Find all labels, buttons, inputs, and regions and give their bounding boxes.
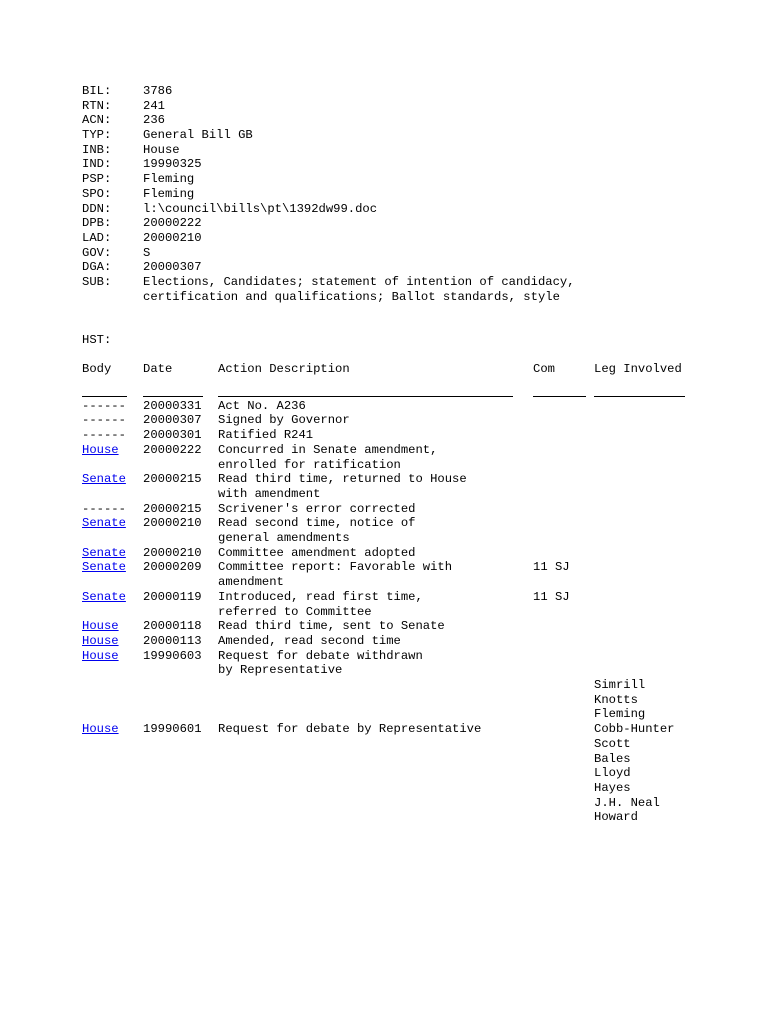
- history-leg: Lloyd: [594, 766, 631, 781]
- history-date: [143, 487, 218, 502]
- field-key: IND:: [82, 157, 112, 172]
- history-body: [82, 693, 143, 708]
- history-body: [82, 443, 143, 458]
- history-row: [82, 546, 689, 561]
- history-com: [533, 605, 594, 620]
- history-action: amendment: [218, 575, 284, 590]
- history-com: [533, 472, 594, 487]
- field-row: [82, 231, 575, 246]
- field-row: [82, 172, 575, 187]
- history-leg: Knotts: [594, 692, 638, 707]
- history-com: [533, 458, 594, 473]
- field-row: [82, 128, 575, 143]
- history-leg: [594, 399, 689, 414]
- history-row: [82, 781, 689, 796]
- history-date: [143, 531, 218, 546]
- history-date: 20000215: [143, 501, 202, 516]
- field-value: Elections, Candidates; statement of intention of candidacy,: [143, 274, 575, 289]
- history-date: [143, 575, 218, 590]
- history-leg: [594, 516, 689, 531]
- history-leg: [594, 590, 689, 605]
- field-value: 20000222: [143, 216, 202, 231]
- history-leg: J.H. Neal: [594, 795, 660, 810]
- history-body: [82, 722, 143, 737]
- history-row: [82, 663, 689, 678]
- history-leg: [594, 413, 689, 428]
- history-date: [143, 707, 218, 722]
- history-leg: [594, 619, 689, 634]
- history-action: Read third time, sent to Senate: [218, 619, 445, 634]
- field-row: [82, 143, 575, 158]
- history-com: [533, 516, 594, 531]
- history-body: [82, 516, 143, 531]
- history-leg: Cobb-Hunter: [594, 722, 675, 737]
- field-row: [82, 157, 575, 172]
- history-body: [82, 472, 143, 487]
- history-date: 20000307: [143, 413, 202, 428]
- history-label: HST:: [82, 333, 112, 347]
- history-date: [143, 663, 218, 678]
- field-key: TYP:: [82, 128, 112, 143]
- history-row: [82, 752, 689, 767]
- history-leg: Fleming: [594, 707, 646, 722]
- history-leg: Bales: [594, 751, 631, 766]
- field-row: [82, 260, 575, 275]
- body-link-senate[interactable]: Senate: [82, 472, 126, 487]
- header-date: Date: [143, 362, 173, 376]
- history-date: 20000222: [143, 442, 202, 457]
- history-body: [82, 781, 143, 796]
- history-action: Signed by Governor: [218, 413, 350, 428]
- history-row: [82, 766, 689, 781]
- history-row: [82, 458, 689, 473]
- history-table: [82, 362, 689, 825]
- field-row: [82, 202, 575, 217]
- history-action: enrolled for ratification: [218, 457, 401, 472]
- body-link-senate[interactable]: Senate: [82, 589, 126, 604]
- history-date: [143, 810, 218, 825]
- history-row: [82, 796, 689, 811]
- history-action: Ratified R241: [218, 428, 314, 443]
- history-leg: [594, 634, 689, 649]
- history-action: Concurred in Senate amendment,: [218, 442, 438, 457]
- history-body: [82, 796, 143, 811]
- history-row: [82, 443, 689, 458]
- history-com: [533, 575, 594, 590]
- header-action: Action Description: [218, 362, 350, 376]
- field-key: RTN:: [82, 98, 112, 113]
- history-row: [82, 575, 689, 590]
- history-date: 20000209: [143, 560, 202, 575]
- history-body: ------: [82, 501, 126, 516]
- field-key: BIL:: [82, 84, 112, 98]
- history-com: [533, 766, 594, 781]
- field-row: [82, 246, 575, 261]
- history-date: [143, 752, 218, 767]
- history-row: [82, 502, 689, 517]
- history-action: Read second time, notice of: [218, 516, 416, 531]
- field-key: GOV:: [82, 245, 112, 260]
- header-com: Com: [533, 362, 555, 376]
- field-value: Fleming: [143, 172, 195, 187]
- body-link-house[interactable]: House: [82, 722, 119, 737]
- history-row: [82, 399, 689, 414]
- history-body: [82, 707, 143, 722]
- history-leg: [594, 458, 689, 473]
- history-body: ------: [82, 413, 126, 428]
- history-com: [533, 707, 594, 722]
- history-row: [82, 810, 689, 825]
- history-body: [82, 531, 143, 546]
- field-value: House: [143, 142, 180, 157]
- field-row: [82, 84, 575, 99]
- history-body: [82, 649, 143, 664]
- bill-fields: [82, 84, 575, 304]
- history-date: 20000118: [143, 619, 202, 634]
- history-action: Introduced, read first time,: [218, 589, 423, 604]
- history-com: [533, 678, 594, 693]
- history-body: [82, 619, 143, 634]
- field-key: DPB:: [82, 216, 112, 231]
- history-row: [82, 472, 689, 487]
- history-action: Committee report: Favorable with: [218, 560, 453, 575]
- history-com: [533, 693, 594, 708]
- history-body: ------: [82, 428, 126, 443]
- body-link-house[interactable]: House: [82, 648, 119, 663]
- history-action: [218, 693, 533, 708]
- history-action: Scrivener's error corrected: [218, 501, 416, 516]
- header-body: Body: [82, 362, 112, 376]
- history-date: 20000215: [143, 472, 202, 487]
- history-body: [82, 575, 143, 590]
- history-date: [143, 766, 218, 781]
- history-leg: [594, 575, 689, 590]
- field-value: certification and qualifications; Ballot standards, style: [143, 289, 560, 304]
- field-value: S: [143, 245, 151, 260]
- history-body: ------: [82, 398, 126, 413]
- history-action: [218, 707, 533, 722]
- history-leg: [594, 605, 689, 620]
- history-body: [82, 663, 143, 678]
- field-key: INB:: [82, 142, 112, 157]
- history-body: [82, 560, 143, 575]
- history-date: 20000113: [143, 633, 202, 648]
- history-date: 20000119: [143, 589, 202, 604]
- history-com: 11 SJ: [533, 589, 570, 604]
- history-row: [82, 619, 689, 634]
- history-leg: Howard: [594, 810, 638, 825]
- body-link-senate[interactable]: Senate: [82, 560, 126, 575]
- history-com: [533, 810, 594, 825]
- field-key: PSP:: [82, 172, 112, 187]
- history-action: [218, 752, 533, 767]
- field-value: 236: [143, 113, 165, 128]
- history-leg: Simrill: [594, 678, 646, 693]
- field-row: [82, 275, 575, 290]
- history-com: [533, 502, 594, 517]
- history-row: [82, 605, 689, 620]
- history-date: [143, 605, 218, 620]
- history-row: [82, 413, 689, 428]
- history-action: [218, 766, 533, 781]
- field-key: SUB:: [82, 274, 112, 289]
- history-date: 20000301: [143, 428, 202, 443]
- history-com: [533, 663, 594, 678]
- history-action: general amendments: [218, 531, 350, 546]
- body-link-senate[interactable]: Senate: [82, 545, 126, 560]
- field-value: 19990325: [143, 157, 202, 172]
- history-row: [82, 722, 689, 737]
- history-com: [533, 722, 594, 737]
- field-row: [82, 187, 575, 202]
- field-key: ACN:: [82, 113, 112, 128]
- history-leg: [594, 560, 689, 575]
- history-action: Request for debate withdrawn: [218, 648, 423, 663]
- field-value: General Bill GB: [143, 128, 253, 143]
- history-row: [82, 516, 689, 531]
- history-action: [218, 737, 533, 752]
- history-row: [82, 678, 689, 693]
- history-date: [143, 693, 218, 708]
- history-row: [82, 560, 689, 575]
- history-row: [82, 634, 689, 649]
- history-body: [82, 678, 143, 693]
- history-rows: [82, 399, 689, 825]
- body-link-house[interactable]: House: [82, 442, 119, 457]
- history-action: [218, 796, 533, 811]
- history-date: [143, 737, 218, 752]
- history-com: [533, 649, 594, 664]
- history-header-row: [82, 362, 689, 377]
- underline-leg: [594, 395, 685, 397]
- history-leg: [594, 487, 689, 502]
- field-value: 241: [143, 98, 165, 113]
- body-link-house[interactable]: House: [82, 619, 119, 634]
- history-body: [82, 458, 143, 473]
- history-com: [533, 546, 594, 561]
- history-action: with amendment: [218, 486, 321, 501]
- field-row: [82, 113, 575, 128]
- history-leg: [594, 472, 689, 487]
- history-action: Request for debate by Representative: [218, 722, 482, 737]
- history-body: [82, 766, 143, 781]
- field-value: 20000210: [143, 230, 202, 245]
- history-action: [218, 678, 533, 693]
- history-body: [82, 487, 143, 502]
- history-com: [533, 781, 594, 796]
- history-com: [533, 737, 594, 752]
- history-row: [82, 590, 689, 605]
- history-com: [533, 428, 594, 443]
- history-row: [82, 707, 689, 722]
- history-leg: [594, 531, 689, 546]
- history-body: [82, 810, 143, 825]
- header-leg: Leg Involved: [594, 362, 682, 376]
- history-body: [82, 590, 143, 605]
- history-row: [82, 737, 689, 752]
- history-action: by Representative: [218, 663, 343, 678]
- history-leg: [594, 502, 689, 517]
- field-row: [82, 216, 575, 231]
- field-key: SPO:: [82, 186, 112, 201]
- field-key: DGA:: [82, 260, 112, 275]
- field-value: Fleming: [143, 186, 195, 201]
- history-action: Read third time, returned to House: [218, 472, 467, 487]
- history-body: [82, 546, 143, 561]
- history-date: 20000210: [143, 545, 202, 560]
- history-action: [218, 781, 533, 796]
- history-com: 11 SJ: [533, 560, 570, 575]
- history-date: [143, 678, 218, 693]
- history-com: [533, 443, 594, 458]
- history-leg: Hayes: [594, 780, 631, 795]
- history-action: Committee amendment adopted: [218, 545, 416, 560]
- field-key: LAD:: [82, 230, 112, 245]
- field-value: 20000307: [143, 260, 202, 275]
- history-date: [143, 458, 218, 473]
- underline-body: [82, 395, 127, 397]
- history-date: 19990601: [143, 722, 202, 737]
- history-com: [533, 634, 594, 649]
- history-com: [533, 487, 594, 502]
- field-value: l:\council\bills\pt\1392dw99.doc: [143, 201, 378, 216]
- history-leg: [594, 443, 689, 458]
- history-com: [533, 752, 594, 767]
- history-leg: [594, 428, 689, 443]
- history-com: [533, 413, 594, 428]
- underline-com: [533, 395, 586, 397]
- history-row: [82, 531, 689, 546]
- field-row: [82, 99, 575, 114]
- history-com: [533, 399, 594, 414]
- history-date: 20000331: [143, 398, 202, 413]
- field-row: [82, 290, 575, 305]
- body-link-senate[interactable]: Senate: [82, 516, 126, 531]
- underline-date: [143, 395, 203, 397]
- history-row: [82, 693, 689, 708]
- history-com: [533, 619, 594, 634]
- history-date: 19990603: [143, 648, 202, 663]
- history-leg: [594, 663, 689, 678]
- history-body: [82, 737, 143, 752]
- history-date: [143, 781, 218, 796]
- history-leg: [594, 649, 689, 664]
- history-leg: [594, 546, 689, 561]
- history-row: [82, 428, 689, 443]
- underline-action: [218, 395, 513, 397]
- history-action: Act No. A236: [218, 398, 306, 413]
- history-action: referred to Committee: [218, 604, 372, 619]
- field-key: DDN:: [82, 201, 112, 216]
- history-row: [82, 649, 689, 664]
- field-value: 3786: [143, 84, 173, 98]
- history-action: Amended, read second time: [218, 633, 401, 648]
- history-row: [82, 487, 689, 502]
- header-underline: [82, 377, 689, 397]
- history-body: [82, 752, 143, 767]
- history-com: [533, 796, 594, 811]
- history-body: [82, 605, 143, 620]
- body-link-house[interactable]: House: [82, 633, 119, 648]
- history-date: 20000210: [143, 516, 202, 531]
- history-action: [218, 810, 533, 825]
- history-leg: Scott: [594, 736, 631, 751]
- history-date: [143, 796, 218, 811]
- field-key: [82, 290, 143, 305]
- history-com: [533, 531, 594, 546]
- history-body: [82, 634, 143, 649]
